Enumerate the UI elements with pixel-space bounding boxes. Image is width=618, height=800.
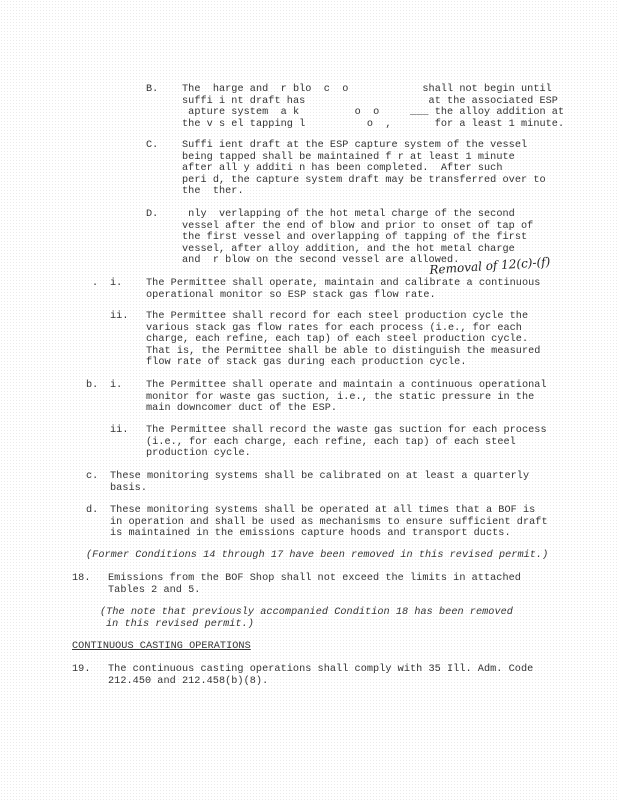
item-label-b-ii: ii. <box>110 425 129 436</box>
item-18-line-2: Tables 2 and 5. <box>108 584 201 596</box>
section-heading: CONTINUOUS CASTING OPERATIONS <box>72 641 251 652</box>
item-c-line-1: These monitoring systems shall be calibrated on at least a quarterly <box>110 471 530 482</box>
note-18-line-1: (The note that previously accompanied Condition 18 has been removed <box>100 607 513 618</box>
item-prefix-b: b. <box>86 380 99 391</box>
item-b-ii-line-1: The Permittee shall record the waste gas suction for each process <box>146 425 547 436</box>
item-D-line-5: and r blow on the second vessel are allowed. <box>182 255 460 266</box>
item-C-line-4: peri d, the capture system draft may be transferred over to <box>182 174 546 186</box>
item-19-line-2: 212.450 and 212.458(b)(8). <box>108 675 269 687</box>
item-D-line-2: vessel after the end of blow and prior to onset of tap of <box>182 220 534 232</box>
item-label-18: 18. <box>72 573 91 584</box>
item-D-line-1: nly verlapping of the hot metal charge of the second <box>182 209 515 220</box>
item-D-line-4: vessel, after alloy addition, and the hot metal charge <box>182 243 515 255</box>
item-prefix-a: . <box>92 278 99 289</box>
item-B-line-3: apture system a k o o ___ the alloy addition at <box>182 107 565 118</box>
item-label-d: d. <box>86 505 99 516</box>
item-b-ii-line-3: production cycle. <box>146 448 251 459</box>
item-B-line-2: suffi i nt draft has at the associated ESP <box>182 95 558 107</box>
item-C-line-1: Suffi ient draft at the ESP capture system of the vessel <box>182 140 528 151</box>
item-a-ii-line-5: flow rate of stack gas during each production cycle. <box>146 357 467 368</box>
item-C-line-2: being tapped shall be maintained f r at least 1 minute <box>182 151 515 163</box>
item-C-line-3: after all y additi n has been completed. After such <box>182 163 503 174</box>
item-a-ii-line-2: various stack gas flow rates for each process (i.e., for each <box>146 322 522 334</box>
item-label-a-ii: ii. <box>110 311 129 322</box>
item-d-line-1: These monitoring systems shall be operated at all times that a BOF is <box>110 505 536 516</box>
item-d-line-2: in operation and shall be used as mechanisms to ensure sufficient draft <box>110 516 548 528</box>
item-label-C: C. <box>146 140 159 151</box>
item-a-ii-line-3: charge, each refine, each tap) of each steel production cycle. <box>146 334 529 345</box>
handwritten-annotation: Removal of 12(c)-(f) <box>429 254 551 277</box>
item-label-a-i: i. <box>110 278 123 289</box>
item-B-line-1: The harge and r blo c o shall not begin until <box>182 84 552 95</box>
item-B-line-4: the v s el tapping l o , for a least 1 minute. <box>182 118 565 130</box>
item-19-line-1: The continuous casting operations shall comply with 35 Ill. Adm. Code <box>108 664 534 675</box>
item-a-ii-line-1: The Permittee shall record for each steel production cycle the <box>146 311 529 322</box>
item-d-line-3: is maintained in the emissions capture hoods and transport ducts. <box>110 528 511 539</box>
item-b-i-line-3: main downcomer duct of the ESP. <box>146 403 338 414</box>
item-D-line-3: the first vessel and overlapping of tapping of the first <box>182 232 528 243</box>
item-18-line-1: Emissions from the BOF Shop shall not exceed the limits in attached <box>108 573 521 584</box>
item-b-i-line-2: monitor for waste gas suction, i.e., the static pressure in the <box>146 391 535 403</box>
item-a-i-line-2: operational monitor so ESP stack gas flow rate. <box>146 289 436 301</box>
item-a-i-line-1: The Permittee shall operate, maintain and calibrate a continuous <box>146 278 541 289</box>
item-c-line-2: basis. <box>110 482 147 494</box>
item-label-c: c. <box>86 471 99 482</box>
item-C-line-5: the ther. <box>182 186 244 197</box>
item-label-19: 19. <box>72 664 91 675</box>
former-conditions-note: (Former Conditions 14 through 17 have been removed in this revised permit.) <box>86 550 549 561</box>
note-18-line-2: in this revised permit.) <box>106 618 254 630</box>
item-label-B: B. <box>146 84 159 95</box>
item-b-ii-line-2: (i.e., for each charge, each refine, each tap) of each steel <box>146 436 516 448</box>
item-label-b-i: i. <box>110 380 123 391</box>
item-b-i-line-1: The Permittee shall operate and maintain a continuous operational <box>146 380 547 391</box>
item-a-ii-line-4: That is, the Permittee shall be able to distinguish the measured <box>146 345 541 357</box>
item-label-D: D. <box>146 209 159 220</box>
